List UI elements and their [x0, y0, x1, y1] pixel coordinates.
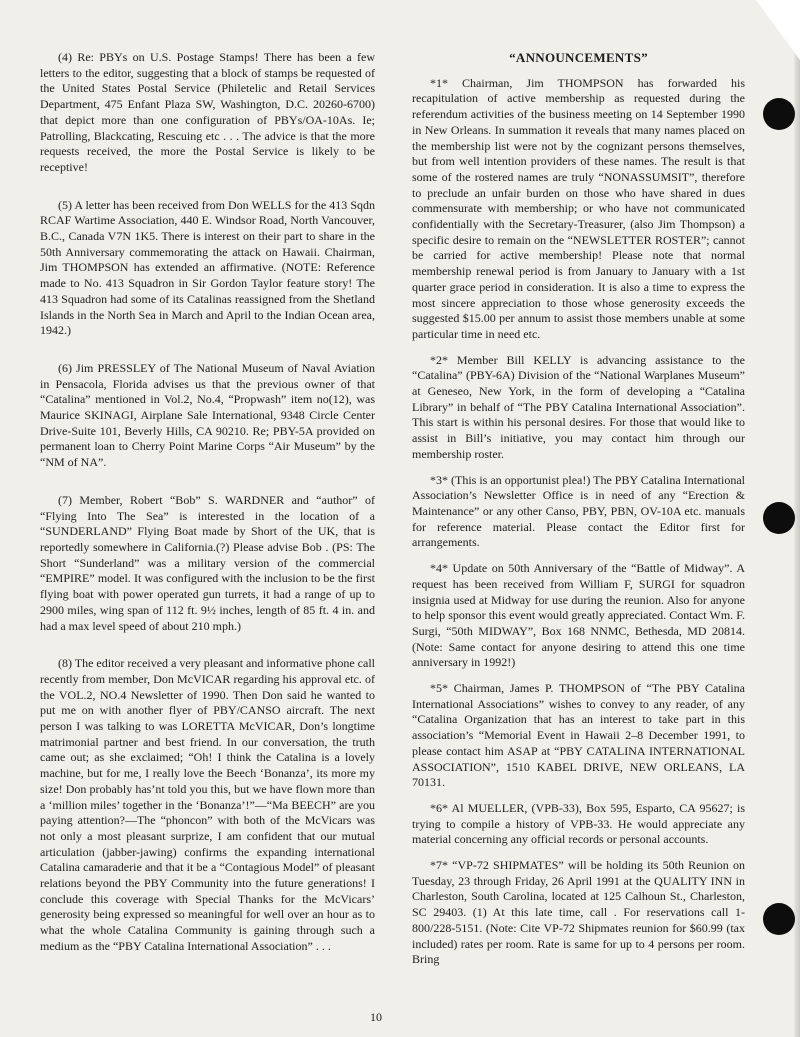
- announcement-5: *5* Chairman, James P. THOMPSON of “The PBY Catalina International Associations” wishes to convey to any reader, of any “Catalina Organization that has an interest to take part in this association’s “Memorial Event in Hawaii 2–8 December 1991, to please contact him ASAP at “PBY CATALINA INTERNATIONAL ASSOCIATION”, 1510 KABEL DRIVE, NEW ORLEANS, LA 70131.: [412, 681, 745, 790]
- item-4-paragraph: (4) Re: PBYs on U.S. Postage Stamps! There has been a few letters to the editor, suggesting that a block of stamps be requested of the United States Postal Service (Philetelic and Retail Services Department, 475 Enfant Plaza SW, Washington, D.C. 20260-6700) that depict more than one configuration of PBYs/OA-10As. Ie; Patrolling, Blackcating, Rescuing etc . . . The advice is that the more requests received, the more the Postal Service is likely to be receptive!: [40, 50, 375, 174]
- page-number: 10: [370, 1010, 382, 1024]
- item-7-paragraph: (7) Member, Robert “Bob” S. WARDNER and “author” of “Flying Into The Sea” is interested in the location of a “SUNDERLAND” Flying Boat made by Short of the UK, that is reportedly somewhere in California.(?) Please advise Bob . (PS: The Short “Sunderland” was a military version of the commercial “EMPIRE” model. It was configured with the inclusion to be the first flying boat with power operated gun turrets, it had a range of up to 2900 miles, wing span of 112 ft. 9½ inches, length of 85 ft. 4 in. and had a max level speed of about 210 mph.): [40, 492, 375, 633]
- left-column: [40, 50, 375, 977]
- item-5-paragraph: (5) A letter has been received from Don WELLS for the 413 Sqdn RCAF Wartime Association, 440 E. Windsor Road, North Vancouver, B.C., Canada V7N 1K5. There is interest on their part to share in the 50th Anniversary commemorating the attack on Hawaii. Chairman, Jim THOMPSON has extended an affirmative. (NOTE: Reference made to No. 413 Squadron in Sir Gordon Taylor feature story! The 413 Squadron had some of its Catalinas reassigned from the Shetland Islands in the North Sea in March and April to the Indian Ocean area, 1942.): [40, 197, 375, 338]
- item-8-paragraph: (8) The editor received a very pleasant and informative phone call recently from member, Don McVICAR regarding his approval etc. of the VOL.2, NO.4 Newsletter of 1990. Then Don said he wanted to put me on with another flyer of PBY/CANSO aircraft. The next person I was talking to was LORETTA McVICAR, Don’s longtime matrimonial partner and best friend. In our conversation, the truth came out; as she exclaimed; “Oh! I think the Catalina is a lovely machine, but for me, I really love the Beech ‘Bonanza’, its more my size! Don probably has’nt told you this, but we have flown more than a ‘million miles’ together in the ‘Bonanza’!”—“Ma BEECH” are you paying attention?—The “phoncon” with both of the McVicars was not only a most pleasant surprize, I am confident that our mutual articulation (jabber-jawing) confirms the expanding international Catalina camaraderie and that it be a “Contagious Model” of pleasant relations beyond the PBY Community into the future generations! I conclude this coverage with Special Thanks for the McVicars’ generosity being expressed so meaningful for well over an hour as to what the whole Catalina Community is gaining through such a medium as the “PBY Catalina International Association” . . .: [40, 656, 375, 953]
- binder-hole-top: [763, 98, 795, 130]
- announcement-7: *7* “VP-72 SHIPMATES” will be holding its 50th Reunion on Tuesday, 23 through Friday, 26 April 1991 at the QUALITY INN in Charleston, South Carolina, located at 125 Calhoun St., Charleston, SC 29403. (1) At this late time, call . For reservations call 1-800/228-5151. (Note: Cite VP-72 Shipmates reunion for $60.99 (tax included) rates per room. Rate is same for up to 4 persons per room. Bring: [412, 858, 745, 967]
- item-6-paragraph: (6) Jim PRESSLEY of The National Museum of Naval Aviation in Pensacola, Florida advises us that the previous owner of that “Catalina” mentioned in Vol.2, No.4, “Propwash” item no(12), was Maurice SKINAGI, Airplane Sale International, 9348 Circle Center Drive-Suite 101, Beverly Hills, CA 90210. Re; PBY-5A provided on permanent loan to Cherry Point Marine Corps “Air Museum” by the “NM of NA”.: [40, 360, 375, 470]
- binder-hole-middle: [763, 502, 795, 534]
- announcement-4: *4* Update on 50th Anniversary of the “Battle of Midway”. A request has been received from William F, SURGI for squadron insignia used at Midway for use during the reunion. Also for anyone to help sponsor this event would greatly appreciated. Contact Wm. F. Surgi, “50th MIDWAY”, Box 168 NNMC, Bethesda, MD 20814. (Note: Same contact for anyone desiring to attend this one time anniversary in 1992!): [412, 561, 745, 670]
- announcements-heading: “ANNOUNCEMENTS”: [509, 50, 648, 65]
- page-corner-fold: [756, 0, 800, 60]
- right-column: [412, 50, 745, 978]
- announcement-1: *1* Chairman, Jim THOMPSON has forwarded his recapitulation of active membership as requested during the referendum activities of the business meeting on 14 September 1990 in New Orleans. In summation it reveals that many names placed on the membership list were not by the cognizant persons themselves, but from well intention providers of these names. The result is that some of the rostered names are truly “NONASSUMSIT”, therefore to preclude an unfair burden on those who have shared in dues commensurate with membership; or who have not communicated confidentially with the Secretary-Treasurer, (also Jim Thompson) a specific desire to remain on the “NEWSLETTER ROSTER”; cannot be carried for active membership! Please note that normal membership renewal period is from January to January with a 1st quarter grace period in consideration. It is also a time to express the most sincere appreciation to those whose generosity exceeds the suggested $15.00 per annum to assist those members unable at some particular time in need etc.: [412, 75, 745, 341]
- binder-hole-bottom: [763, 903, 795, 935]
- announcement-6: *6* Al MUELLER, (VPB-33), Box 595, Esparto, CA 95627; is trying to compile a history of VPB-33. He would appreciate any material concerning any official records or personal accounts.: [412, 800, 745, 847]
- announcement-3: *3* (This is an opportunist plea!) The PBY Catalina International Association’s Newsletter Office is in need of any “Erection & Maintenance” or any other Canso, PBY, PBN, OV-10A etc. manuals for reference material. Please contact the Editor first for arrangements.: [412, 472, 745, 550]
- announcement-2: *2* Member Bill KELLY is advancing assistance to the “Catalina” (PBY-6A) Division of the “National Warplanes Museum” at Geneseo, New York, in the form of developing a “Catalina Library” in behalf of “The PBY Catalina International Association”. This start is within his personal desires. For those that would like to assist in Bill’s initiative, you may contact him through our membership roster.: [412, 352, 745, 461]
